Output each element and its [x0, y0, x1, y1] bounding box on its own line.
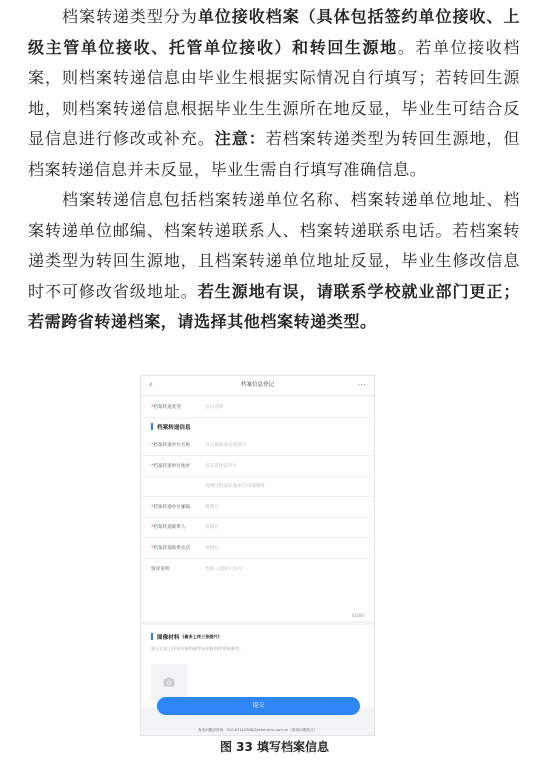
paragraph-transfer-type: 档案转递类型分为单位接收档案（具体包括签约单位接收、上级主管单位接收、托管单位接收）和转回生源地。若单位接收档案，则档案转递信息由毕业生根据实际情况自行填写；若转回生源地，则档案转递信息根据毕业生生源所在地反显，毕业生可结合反显信息进行修改或补充。注意：若档案转递类型为转回生源地，但档案转递信息并未反显，毕业生需自行填写准确信息。: [28, 7, 520, 179]
submit-button[interactable]: 提交: [157, 697, 360, 715]
transfer-type-select[interactable]: *档案转递类型 点击选择: [141, 397, 374, 418]
unit-address-select[interactable]: *档案转递单位地址 点击选择省市区: [141, 456, 374, 477]
section-bar: [151, 423, 153, 430]
nav-bar: [141, 376, 374, 394]
materials-card: [141, 625, 374, 707]
back-icon[interactable]: ‹: [149, 380, 153, 390]
postcode-field[interactable]: *档案转递单位邮编 请填写: [141, 497, 374, 518]
support-footer: 客电问题请咨询：010-67410388或sefuhichu.com.cn（需拐问题格式）: [197, 728, 318, 732]
document-body: [28, 2, 520, 338]
form-card: [141, 397, 374, 621]
paragraph-transfer-info: 档案转递信息包括档案转递单位名称、档案转递单位地址、档案转递单位邮编、档案转递联系人、档案转递联系电话。若档案转递类型为转回生源地，且档案转递单位地址反显，毕业生修改信息时不可修改省级地址。若生源地有误，请联系学校就业部门更正；若需跨省转递档案，请选择其他档案转递类型。: [28, 190, 520, 331]
phone-screenshot: [140, 375, 375, 736]
unit-name-field[interactable]: *档案转递单位名称 点击搜索或直接填写: [141, 436, 374, 457]
more-icon[interactable]: ···: [357, 381, 366, 389]
char-count: 0/200: [351, 612, 364, 618]
contact-person-field[interactable]: *档案转递联系人 请填写: [141, 518, 374, 539]
materials-title: 图像材料 (最多上传三张图片): [151, 633, 364, 641]
address-detail-field[interactable]: 请填写档案转递单位详细地址: [141, 477, 374, 498]
materials-hint: 如可在此上传单位接档函等证明材料供审核参考。: [151, 645, 244, 651]
contact-phone-field[interactable]: *档案转递联系电话 请填写: [141, 538, 374, 559]
required-mark: *: [151, 404, 154, 410]
section-header: 档案转递信息: [141, 418, 374, 436]
camera-icon: [163, 677, 175, 687]
page-title: 档案信息登记: [240, 382, 274, 388]
figure-caption: 图 33 填写档案信息: [219, 740, 330, 754]
image-upload-button[interactable]: [151, 664, 187, 700]
remark-textarea[interactable]: 情况说明 选填（200字以内） 0/200: [151, 566, 364, 618]
